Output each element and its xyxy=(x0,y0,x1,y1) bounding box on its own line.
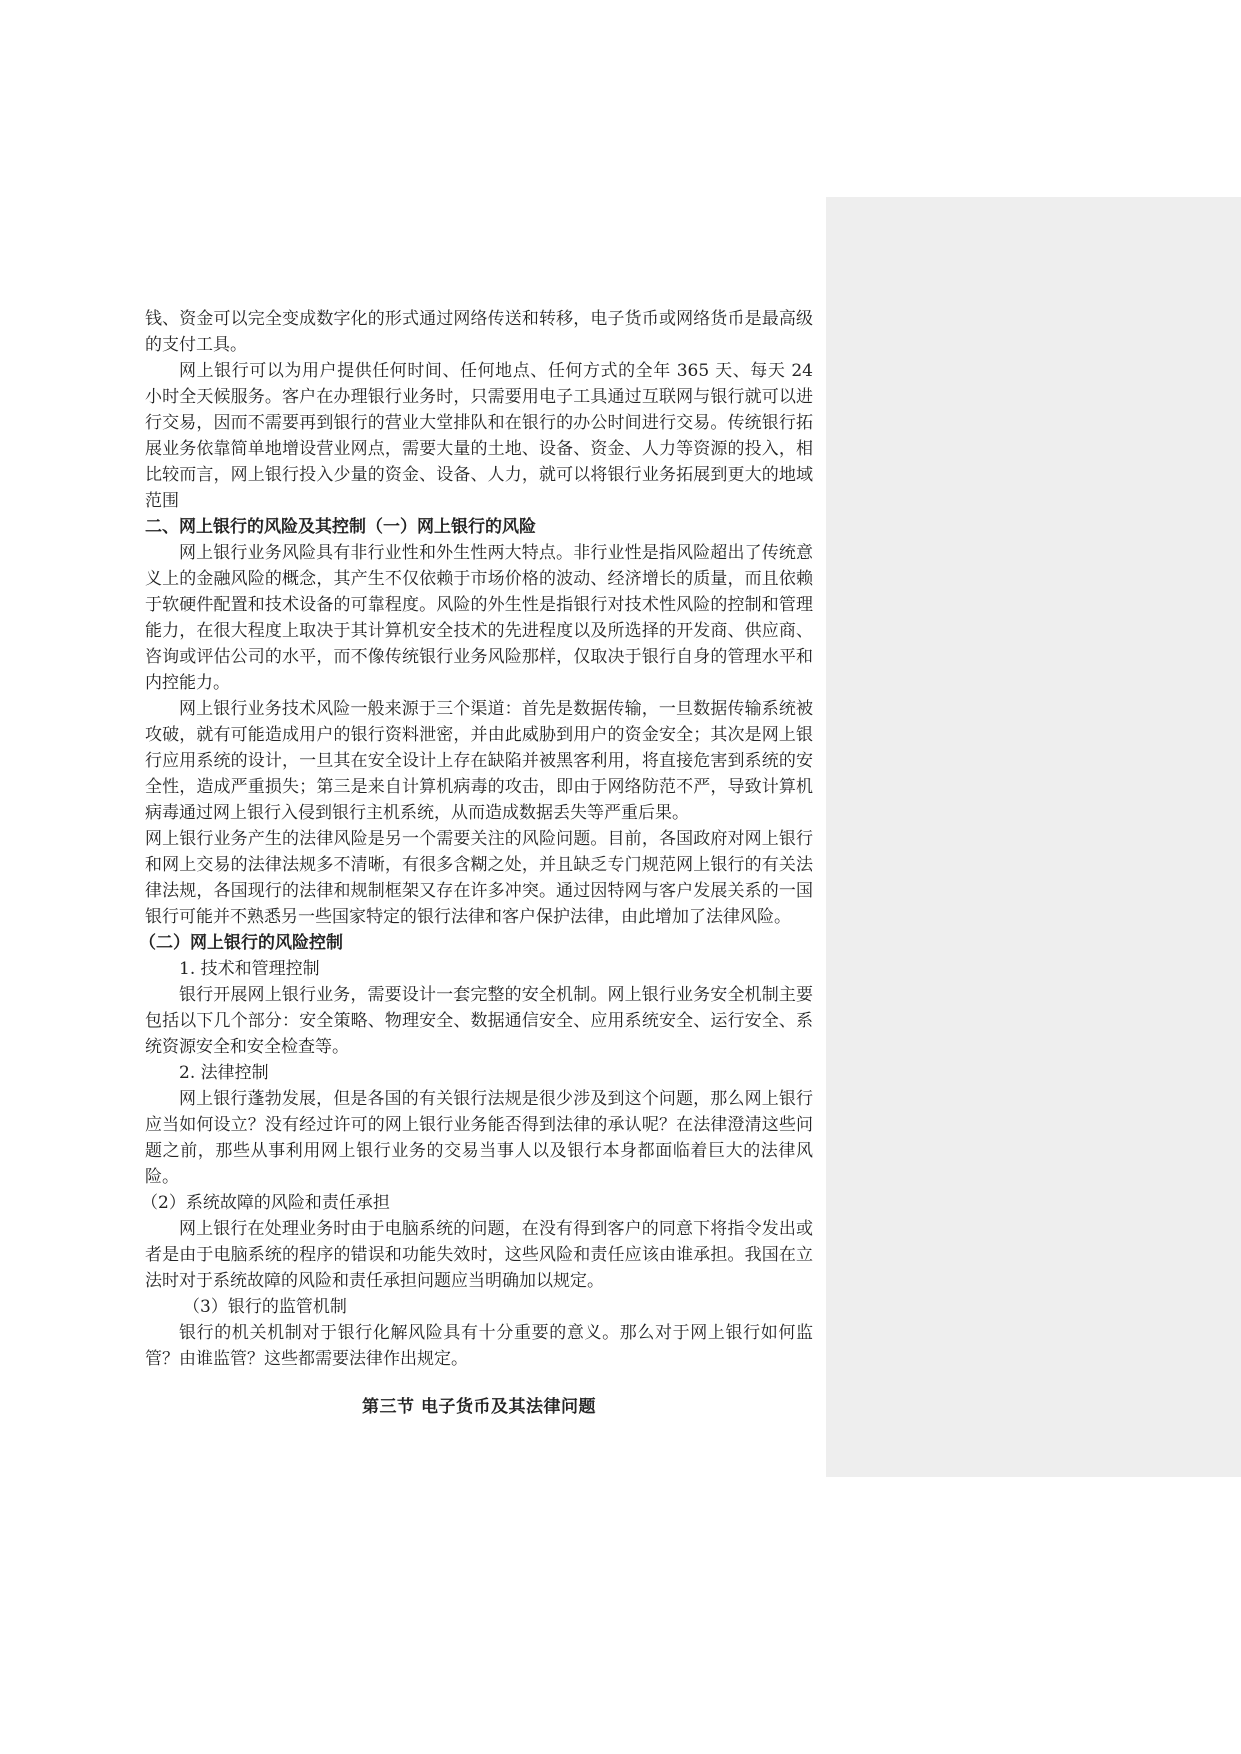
paragraph-online-bank-service: 网上银行可以为用户提供任何时间、任何地点、任何方式的全年 365 天、每天 24 小时全天候服务。客户在办理银行业务时，只需要用电子工具通过互联网与银行就可以进行交易，因而不需要再到银行的营业大堂排队和在银行的办公时间进行交易。传统银行拓展业务依靠简单地增设营业网点，需要大量的土地、设备、资金、人力等资源的投入，相比较而言，网上银行投入少量的资金、设备、人力，就可以将银行业务拓展到更大的地域范围 xyxy=(145,361,813,511)
paragraph-security-mechanism: 银行开展网上银行业务，需要设计一套完整的安全机制。网上银行业务安全机制主要包括以下几个部分：安全策略、物理安全、数据通信安全、应用系统安全、运行安全、系统资源安全和安全检查等。 xyxy=(145,985,813,1057)
paragraph-risk-features: 网上银行业务风险具有非行业性和外生性两大特点。非行业性是指风险超出了传统意义上的金融风险的概念，其产生不仅依赖于市场价格的波动、经济增长的质量，而且依赖于软硬件配置和技术设备的可靠程度。风险的外生性是指银行对技术性风险的控制和管理能力，在很大程度上取决于其计算机安全技术的先进程度以及所选择的开发商、供应商、咨询或评估公司的水平，而不像传统银行业务风险那样，仅取决于银行自身的管理水平和内控能力。 xyxy=(145,543,813,693)
subheading-supervision: （3）银行的监管机制 xyxy=(183,1297,347,1317)
heading-risk-and-control: 二、网上银行的风险及其控制（一）网上银行的风险 xyxy=(145,517,536,537)
subheading-tech-management: 1. 技术和管理控制 xyxy=(179,959,320,979)
subheading-system-failure: （2）系统故障的风险和责任承担 xyxy=(141,1193,390,1213)
paragraph-continuation: 钱、资金可以完全变成数字化的形式通过网络传送和转移，电子货币或网络货币是最高级的支付工具。 xyxy=(145,309,813,355)
heading-risk-control: （二）网上银行的风险控制 xyxy=(139,933,343,953)
subheading-legal-control: 2. 法律控制 xyxy=(179,1063,269,1083)
comment-margin-pane xyxy=(826,197,1241,1477)
document-body xyxy=(139,306,813,1420)
paragraph-supervision: 银行的机关机制对于银行化解风险具有十分重要的意义。那么对于网上银行如何监管？由谁监管？这些都需要法律作出规定。 xyxy=(145,1323,813,1369)
paragraph-system-failure: 网上银行在处理业务时由于电脑系统的问题，在没有得到客户的同意下将指令发出或者是由于电脑系统的程序的错误和功能失效时，这些风险和责任应该由谁承担。我国在立法时对于系统故障的风险和责任承担问题应当明确加以规定。 xyxy=(145,1219,813,1291)
paragraph-technical-risk: 网上银行业务技术风险一般来源于三个渠道：首先是数据传输，一旦数据传输系统被攻破，就有可能造成用户的银行资料泄密，并由此威胁到用户的资金安全；其次是网上银行应用系统的设计，一旦其在安全设计上存在缺陷并被黑客利用，将直接危害到系统的安全性，造成严重损失；第三是来自计算机病毒的攻击，即由于网络防范不严，导致计算机病毒通过网上银行入侵到银行主机系统，从而造成数据丢失等严重后果。 xyxy=(145,699,813,823)
section-title: 第三节 电子货币及其法律问题 xyxy=(362,1397,596,1417)
paragraph-legal-control: 网上银行蓬勃发展，但是各国的有关银行法规是很少涉及到这个问题，那么网上银行应当如何设立？没有经过许可的网上银行业务能否得到法律的承认呢？在法律澄清这些问题之前，那些从事利用网上银行业务的交易当事人以及银行本身都面临着巨大的法律风险。 xyxy=(145,1089,813,1187)
paragraph-legal-risk: 网上银行业务产生的法律风险是另一个需要关注的风险问题。目前，各国政府对网上银行和网上交易的法律法规多不清晰，有很多含糊之处，并且缺乏专门规范网上银行的有关法律法规，各国现行的法律和规制框架又存在许多冲突。通过因特网与客户发展关系的一国银行可能并不熟悉另一些国家特定的银行法律和客户保护法律，由此增加了法律风险。 xyxy=(145,829,813,927)
